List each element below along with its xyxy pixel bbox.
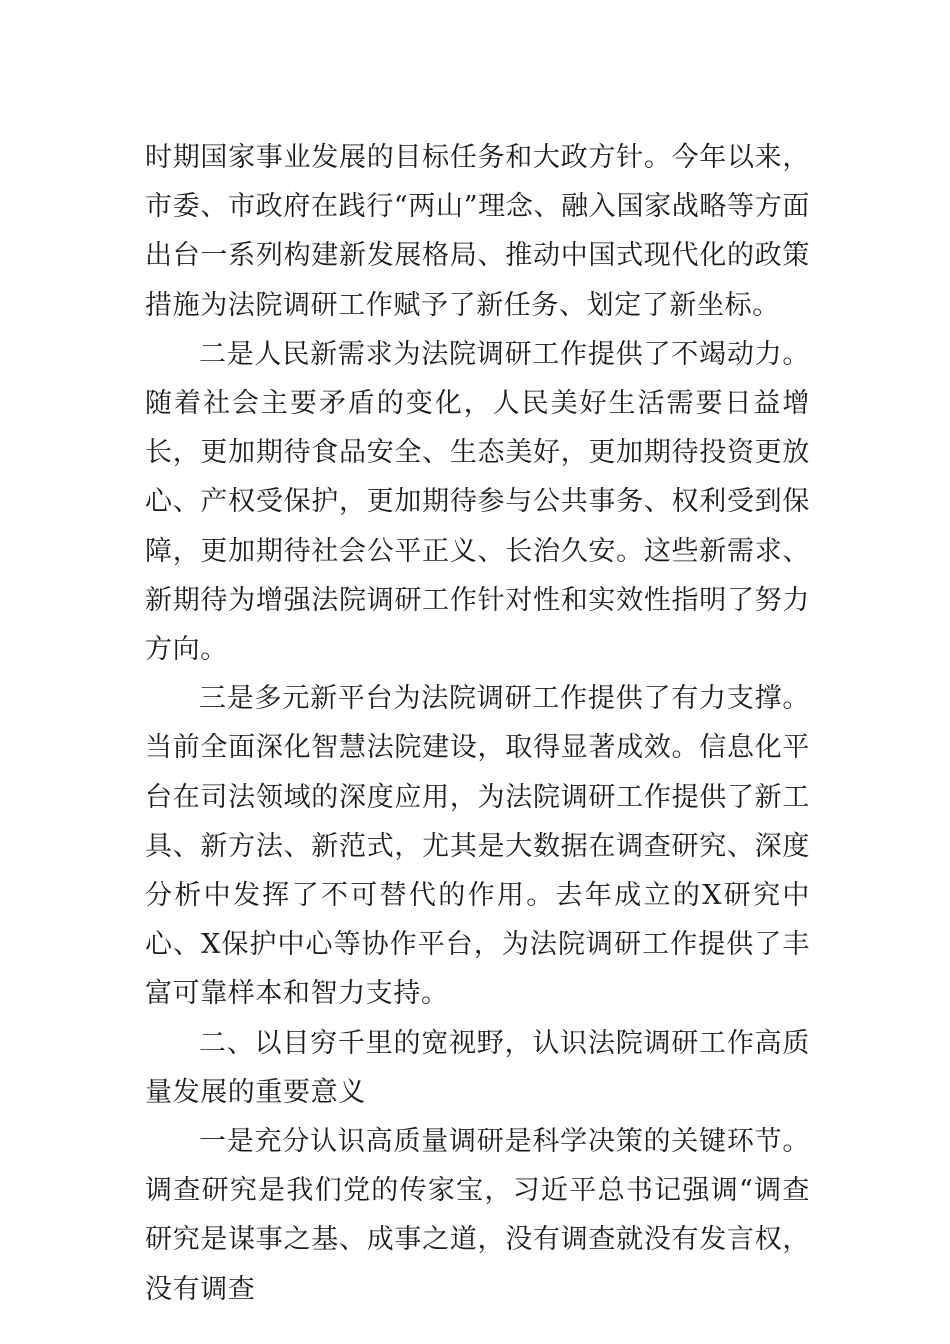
paragraph-new-platforms: 三是多元新平台为法院调研工作提供了有力支撑。当前全面深化智慧法院建设，取得显著成效。信息化平台在司法领域的深度应用，为法院调研工作提供了新工具、新方法、新范式，尤其是大数据在调查研究、深度分析中发挥了不可替代的作用。去年成立的X研究中心、X保护中心等协作平台，为法院调研工作提供了丰富可靠样本和智力支持。 [145, 683, 810, 1010]
document-body [145, 133, 810, 1314]
paragraph-continuation: 时期国家事业发展的目标任务和大政方针。今年以来，市委、市政府在践行“两山”理念、融入国家战略等方面出台一系列构建新发展格局、推动中国式现代化的政策措施为法院调研工作赋予了新任务、划定了新坐标。 [145, 142, 810, 321]
section-heading: 二、以目穷千里的宽视野，认识法院调研工作高质量发展的重要意义 [145, 1027, 810, 1108]
paragraph-people-needs: 二是人民新需求为法院调研工作提供了不竭动力。随着社会主要矛盾的变化，人民美好生活需要日益增长，更加期待食品安全、生态美好，更加期待投资更放心、产权受保护，更加期待参与公共事务、权利受到保障，更加期待社会公平正义、长治久安。这些新需求、新期待为增强法院调研工作针对性和实效性指明了努力方向。 [145, 338, 810, 666]
paragraph-decision-making: 一是充分认识高质量调研是科学决策的关键环节。调查研究是我们党的传家宝，习近平总书记强调“调查研究是谋事之基、成事之道，没有调查就没有发言权，没有调查 [145, 1126, 810, 1305]
